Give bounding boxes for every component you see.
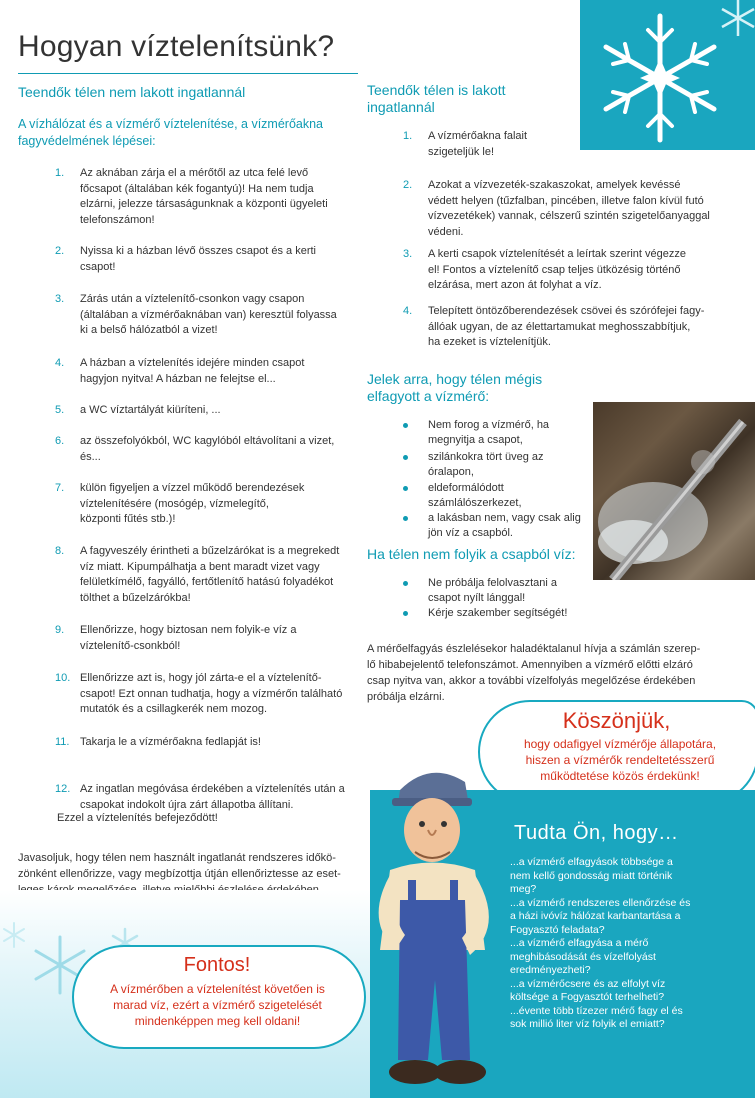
left-heading: A vízhálózat és a vízmérő víztelenítése, a vízmérőakna fagyvédelmének lépései: <box>18 117 324 148</box>
right-paragraph <box>367 641 742 705</box>
bullet-icon <box>403 455 408 460</box>
step-text-line: (általában a vízmérőaknában van) keresztül folyassa <box>80 308 337 321</box>
step-text-line: elzárni, jelezze társaságunknak a központi ügyeleti <box>80 198 328 210</box>
step-text-line: ki a belső hálózatból a vizet! <box>80 324 218 336</box>
bullet-icon <box>403 516 408 521</box>
step-number: 6. <box>55 435 65 447</box>
step-number: 12. <box>55 783 71 795</box>
step-text-line: Zárás után a víztelenítő-csonkon vagy csapon <box>80 293 305 305</box>
step-number: 2. <box>403 179 413 191</box>
left-closing: Ezzel a víztelenítés befejeződött! <box>57 812 218 824</box>
did-you-know-line: ...évente több tízezer mérő fagy el és <box>510 1004 683 1017</box>
step-text <box>80 356 380 387</box>
left-subtitle: Teendők télen nem lakott ingatlannál <box>18 84 246 100</box>
step-text-line: felületkímélő, fagyálló, fertőtlenítő hatású folyadékot <box>80 576 334 588</box>
step-text <box>80 434 380 465</box>
bullet-text-line: eldeformálódott <box>428 482 504 494</box>
did-you-know-line: Fogyasztó feladata? <box>510 923 605 936</box>
advice-line: zönként ellenőrizze, vagy megbízottja útján ellenőriztesse az eset- <box>18 868 341 880</box>
step-text <box>428 304 748 351</box>
did-you-know-text <box>510 856 715 1032</box>
step-text <box>80 782 380 813</box>
important-title: Fontos! <box>183 954 251 976</box>
bullet-text-line: szilánkokra tört üveg az <box>428 451 544 463</box>
step-number: 2. <box>55 245 65 257</box>
step-text-line: A fagyveszély érintheti a bűzelzárókat is a megrekedt <box>80 545 340 557</box>
bullet-icon <box>403 581 408 586</box>
important-line: marad víz, ezért a vízmérő szigetelését <box>113 998 322 1012</box>
paragraph-line: próbálja elzárni. <box>367 691 445 703</box>
step-number: 5. <box>55 404 65 416</box>
bullet-text-line: csapot nyílt lánggal! <box>428 592 526 604</box>
step-text-line: víztelenítésére (mosógép, vízmelegítő, <box>80 497 269 510</box>
bullet-text-line: számlálószerkezet, <box>428 497 522 509</box>
right-subtitle-line: ingatlannál <box>367 99 435 115</box>
step-number: 4. <box>403 305 413 317</box>
signs-heading-line: Jelek arra, hogy télen mégis <box>367 371 543 387</box>
step-number: 1. <box>403 130 413 142</box>
step-text-line: A kerti csapok víztelenítését a leírtak szerint végezze <box>428 248 687 260</box>
step-text-line: víztelenítő-csonkból! <box>80 639 181 652</box>
step-text-line: vízvezetékek) vannak, célszerű szintén szigetelőanyaggal <box>428 210 710 222</box>
step-text-line: mutatók és a csillagkerék nem mozog. <box>80 703 268 715</box>
step-number: 3. <box>55 293 65 305</box>
did-you-know-line: költsége a Fogyasztót terhelheti? <box>510 991 665 1003</box>
step-number: 3. <box>403 248 413 260</box>
did-you-know-line: ...a vízmérő elfagyások többsége a <box>510 856 673 868</box>
step-text-line: külön figyeljen a vízzel működő berendezések <box>80 482 305 494</box>
did-you-know-line: meghibásodását és vízelfolyást <box>510 950 656 963</box>
advice-line: Javasoljuk, hogy télen nem használt ingatlanát rendszeres időkö- <box>18 852 336 864</box>
did-you-know-line: ...a vízmérő rendszeres ellenőrzése és <box>510 896 691 909</box>
step-number: 7. <box>55 482 65 494</box>
step-text-line: állóak ugyan, de az élettartamukat meghosszabbítjuk, <box>428 320 691 333</box>
right-subtitle-line: Teendők télen is lakott <box>367 82 506 98</box>
important-line: mindenképpen meg kell oldani! <box>134 1014 301 1028</box>
step-text-line: Nyissa ki a házban lévő összes csapot és a kerti <box>80 245 317 257</box>
plumber-illustration <box>360 760 510 1098</box>
thanks-line: hiszen a vízmérők rendeltetésszerű <box>525 753 715 767</box>
step-text-line: csapot! <box>80 260 116 273</box>
step-text-line: A vízmérőakna falait <box>428 130 528 142</box>
step-text-line: Telepített öntözőberendezések csövei és szórófejei fagy- <box>428 305 705 317</box>
bullet-text <box>428 511 608 541</box>
step-text-line: Azokat a vízvezeték-szakaszokat, amelyek kevéssé <box>428 179 681 191</box>
step-text-line: szigeteljük le! <box>428 145 495 158</box>
important-text <box>85 981 350 1029</box>
bullet-text-line: Ne próbálja felolvasztani a <box>428 577 558 589</box>
paragraph-line: A mérőelfagyás észlelésekor haladéktalanul hívja a számlán szerep- <box>367 643 701 655</box>
page-title: Hogyan víztelenítsünk? <box>18 30 335 63</box>
step-text <box>80 481 380 528</box>
step-text-line: a WC víztartályát kiüríteni, ... <box>80 404 221 416</box>
step-text-line: Ellenőrizze, hogy biztosan nem folyik-e víz a <box>80 624 297 636</box>
step-text-line: Ellenőrizze azt is, hogy jól zárta-e el a víztelenítő- <box>80 672 322 684</box>
paragraph-line: lő hibabejelentő telefonszámot. Amennyiben a vízmérő előtti elzáró <box>367 659 693 671</box>
step-text-line: csapot! Ezt onnan tudhatja, hogy a vízmérőn található <box>80 687 343 700</box>
step-number: 9. <box>55 624 65 636</box>
step-text <box>80 292 380 339</box>
bullet-text-line: Kérje szakember segítségét! <box>428 607 568 619</box>
step-text-line: védett helyen (tűzfalban, pincében, illetve falon kívül futó <box>428 194 704 207</box>
did-you-know-line: ...a vízmérő elfagyása a mérő <box>510 937 649 949</box>
bullet-text-line: a lakásban nem, vagy csak alig <box>428 512 581 524</box>
did-you-know-line: ...a vízmérőcsere és az elfolyt víz <box>510 977 666 990</box>
step-text-line: Takarja le a vízmérőakna fedlapját is! <box>80 736 261 748</box>
did-you-know-title: Tudta Ön, hogy… <box>514 822 679 844</box>
step-text-line: csapokat indokolt újra zárt állapotba állítani. <box>80 798 294 811</box>
bullet-text-line: megnyitja a csapot, <box>428 434 523 446</box>
title-divider <box>18 73 358 74</box>
step-text <box>80 544 380 606</box>
step-text <box>80 244 380 275</box>
step-number: 1. <box>55 167 65 179</box>
signs-heading-line: elfagyott a vízmérő: <box>367 388 490 404</box>
step-number: 11. <box>55 736 70 748</box>
bullet-text <box>428 418 608 448</box>
snowflake-icon <box>580 0 755 150</box>
step-text-line: főcsapot (általában kék fogantyú)! Ha nem tudja <box>80 182 314 195</box>
bullet-icon <box>403 423 408 428</box>
thanks-title: Köszönjük, <box>562 708 671 733</box>
did-you-know-line: a házi ivóvíz hálózat karbantartása a <box>510 910 681 922</box>
no-water-heading: Ha télen nem folyik a csapból víz: <box>367 546 576 562</box>
bullet-text <box>428 450 608 480</box>
signs-heading <box>367 371 577 405</box>
step-text <box>428 247 748 294</box>
step-number: 4. <box>55 357 65 369</box>
step-text-line: elzárása, mert azon át folyhat a víz. <box>428 279 602 291</box>
step-text-line: tölthet a bűzelzárókba! <box>80 591 191 604</box>
step-text-line: víz miatt. Kipumpálhatja a bent maradt vizet vagy <box>80 560 320 573</box>
bullet-icon <box>403 611 408 616</box>
step-number: 10. <box>55 672 71 684</box>
frozen-meter-photo <box>593 402 755 580</box>
step-text-line: Az aknában zárja el a mérőtől az utca felé levő <box>80 167 309 179</box>
thanks-text <box>495 736 745 784</box>
did-you-know-line: sok millió liter víz folyik el emiatt? <box>510 1018 665 1030</box>
did-you-know-line: eredményezheti? <box>510 964 591 976</box>
step-text-line: el! Fontos a víztelenítő csap teljes ütközésig történő <box>428 263 681 276</box>
step-text <box>80 671 380 718</box>
bullet-text <box>428 606 608 621</box>
step-text-line: A házban a víztelenítés idejére minden csapot <box>80 357 305 369</box>
important-line: A vízmérőben a víztelenítést követően is <box>110 982 325 996</box>
thanks-line: hogy odafigyel vízmérője állapotára, <box>523 737 717 751</box>
bullet-icon <box>403 486 408 491</box>
step-text <box>80 403 380 419</box>
step-text <box>80 166 380 228</box>
step-text <box>80 735 380 751</box>
step-number: 8. <box>55 545 65 557</box>
step-text-line: ha ezeket is víztelenítjük. <box>428 336 551 348</box>
bullet-text <box>428 481 608 511</box>
snowflake-decoration-top <box>580 0 755 150</box>
thanks-line: működtetése közös érdekünk! <box>540 769 700 783</box>
step-text-line: központi fűtés stb.)! <box>80 513 176 525</box>
bullet-text-line: óralapon, <box>428 466 474 478</box>
did-you-know-line: meg? <box>510 883 537 895</box>
step-text <box>428 178 748 240</box>
step-text <box>80 623 380 654</box>
step-text <box>428 129 748 160</box>
step-text-line: hagyjon nyitva! A házban ne felejtse el... <box>80 372 276 385</box>
paragraph-line: csap nyitva van, akkor a további vízelfolyás megelőzése érdekében <box>367 675 696 687</box>
step-text-line: telefonszámon! <box>80 213 155 226</box>
bullet-text <box>428 576 608 606</box>
bullet-text-line: Nem forog a vízmérő, ha <box>428 419 550 431</box>
step-text-line: és... <box>80 450 101 463</box>
step-text-line: védeni. <box>428 225 464 238</box>
bullet-text-line: jön víz a csapból. <box>428 527 513 539</box>
step-text-line: az összefolyókból, WC kagylóból eltávolítani a vizet, <box>80 435 335 447</box>
right-subtitle <box>367 82 567 116</box>
step-text-line: Az ingatlan megóvása érdekében a víztelenítés után a <box>80 783 345 795</box>
did-you-know-line: nem kellő gondosság miatt történik <box>510 869 673 882</box>
